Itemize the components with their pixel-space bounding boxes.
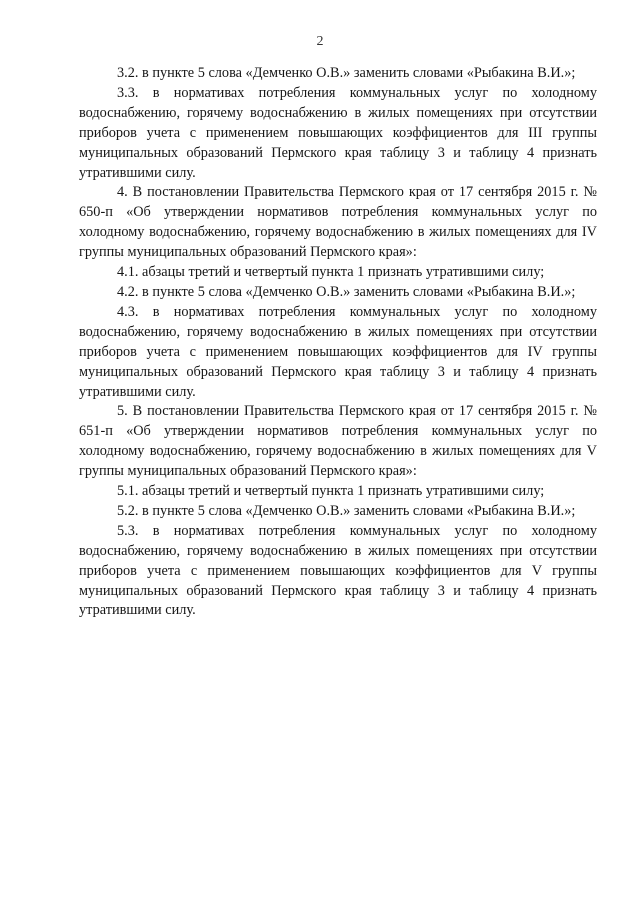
paragraph-3-3: 3.3. в нормативах потребления коммунальных услуг по холодному водоснабжению, горячему водоснабжению в жилых помещениях при отсутствии приборов учета с применением повышающих коэффициентов для III группы муниципальных образований Пермского края таблицу 3 и таблицу 4 признать утратившими силу. [79,84,597,181]
paragraph-5-3: 5.3. в нормативах потребления коммунальных услуг по холодному водоснабжению, горячему водоснабжению в жилых помещениях при отсутствии приборов учета с применением повышающих коэффициентов для V группы муниципальных образований Пермского края таблицу 3 и таблицу 4 признать утратившими силу. [79,522,597,619]
paragraph-5-1: 5.1. абзацы третий и четвертый пункта 1 признать утратившими силу; [117,483,545,500]
paragraph-5-2: 5.2. в пункте 5 слова «Демченко О.В.» заменить словами «Рыбакина В.И.»; [117,502,576,519]
paragraph-4-3: 4.3. в нормативах потребления коммунальных услуг по холодному водоснабжению, горячему водоснабжению в жилых помещениях при отсутствии приборов учета с применением повышающих коэффициентов для IV группы муниципальных образований Пермского края таблицу 3 и таблицу 4 признать утратившими силу. [79,303,597,400]
document-body [79,64,597,621]
page-number: 2 [316,34,324,49]
paragraph-4: 4. В постановлении Правительства Пермского края от 17 сентября 2015 г. № 650-п «Об утверждении нормативов потребления коммунальных услуг по холодному водоснабжению, горячему водоснабжению в жилых помещениях для IV группы муниципальных образований Пермского края»: [79,184,597,261]
paragraph-4-2: 4.2. в пункте 5 слова «Демченко О.В.» заменить словами «Рыбакина В.И.»; [117,283,576,300]
paragraph-5: 5. В постановлении Правительства Пермского края от 17 сентября 2015 г. № 651-п «Об утверждении нормативов потребления коммунальных услуг по холодному водоснабжению, горячему водоснабжению в жилых помещениях для V группы муниципальных образований Пермского края»: [79,403,597,480]
paragraph-4-1: 4.1. абзацы третий и четвертый пункта 1 признать утратившими силу; [117,264,545,281]
paragraph-3-2: 3.2. в пункте 5 слова «Демченко О.В.» заменить словами «Рыбакина В.И.»; [117,65,576,81]
